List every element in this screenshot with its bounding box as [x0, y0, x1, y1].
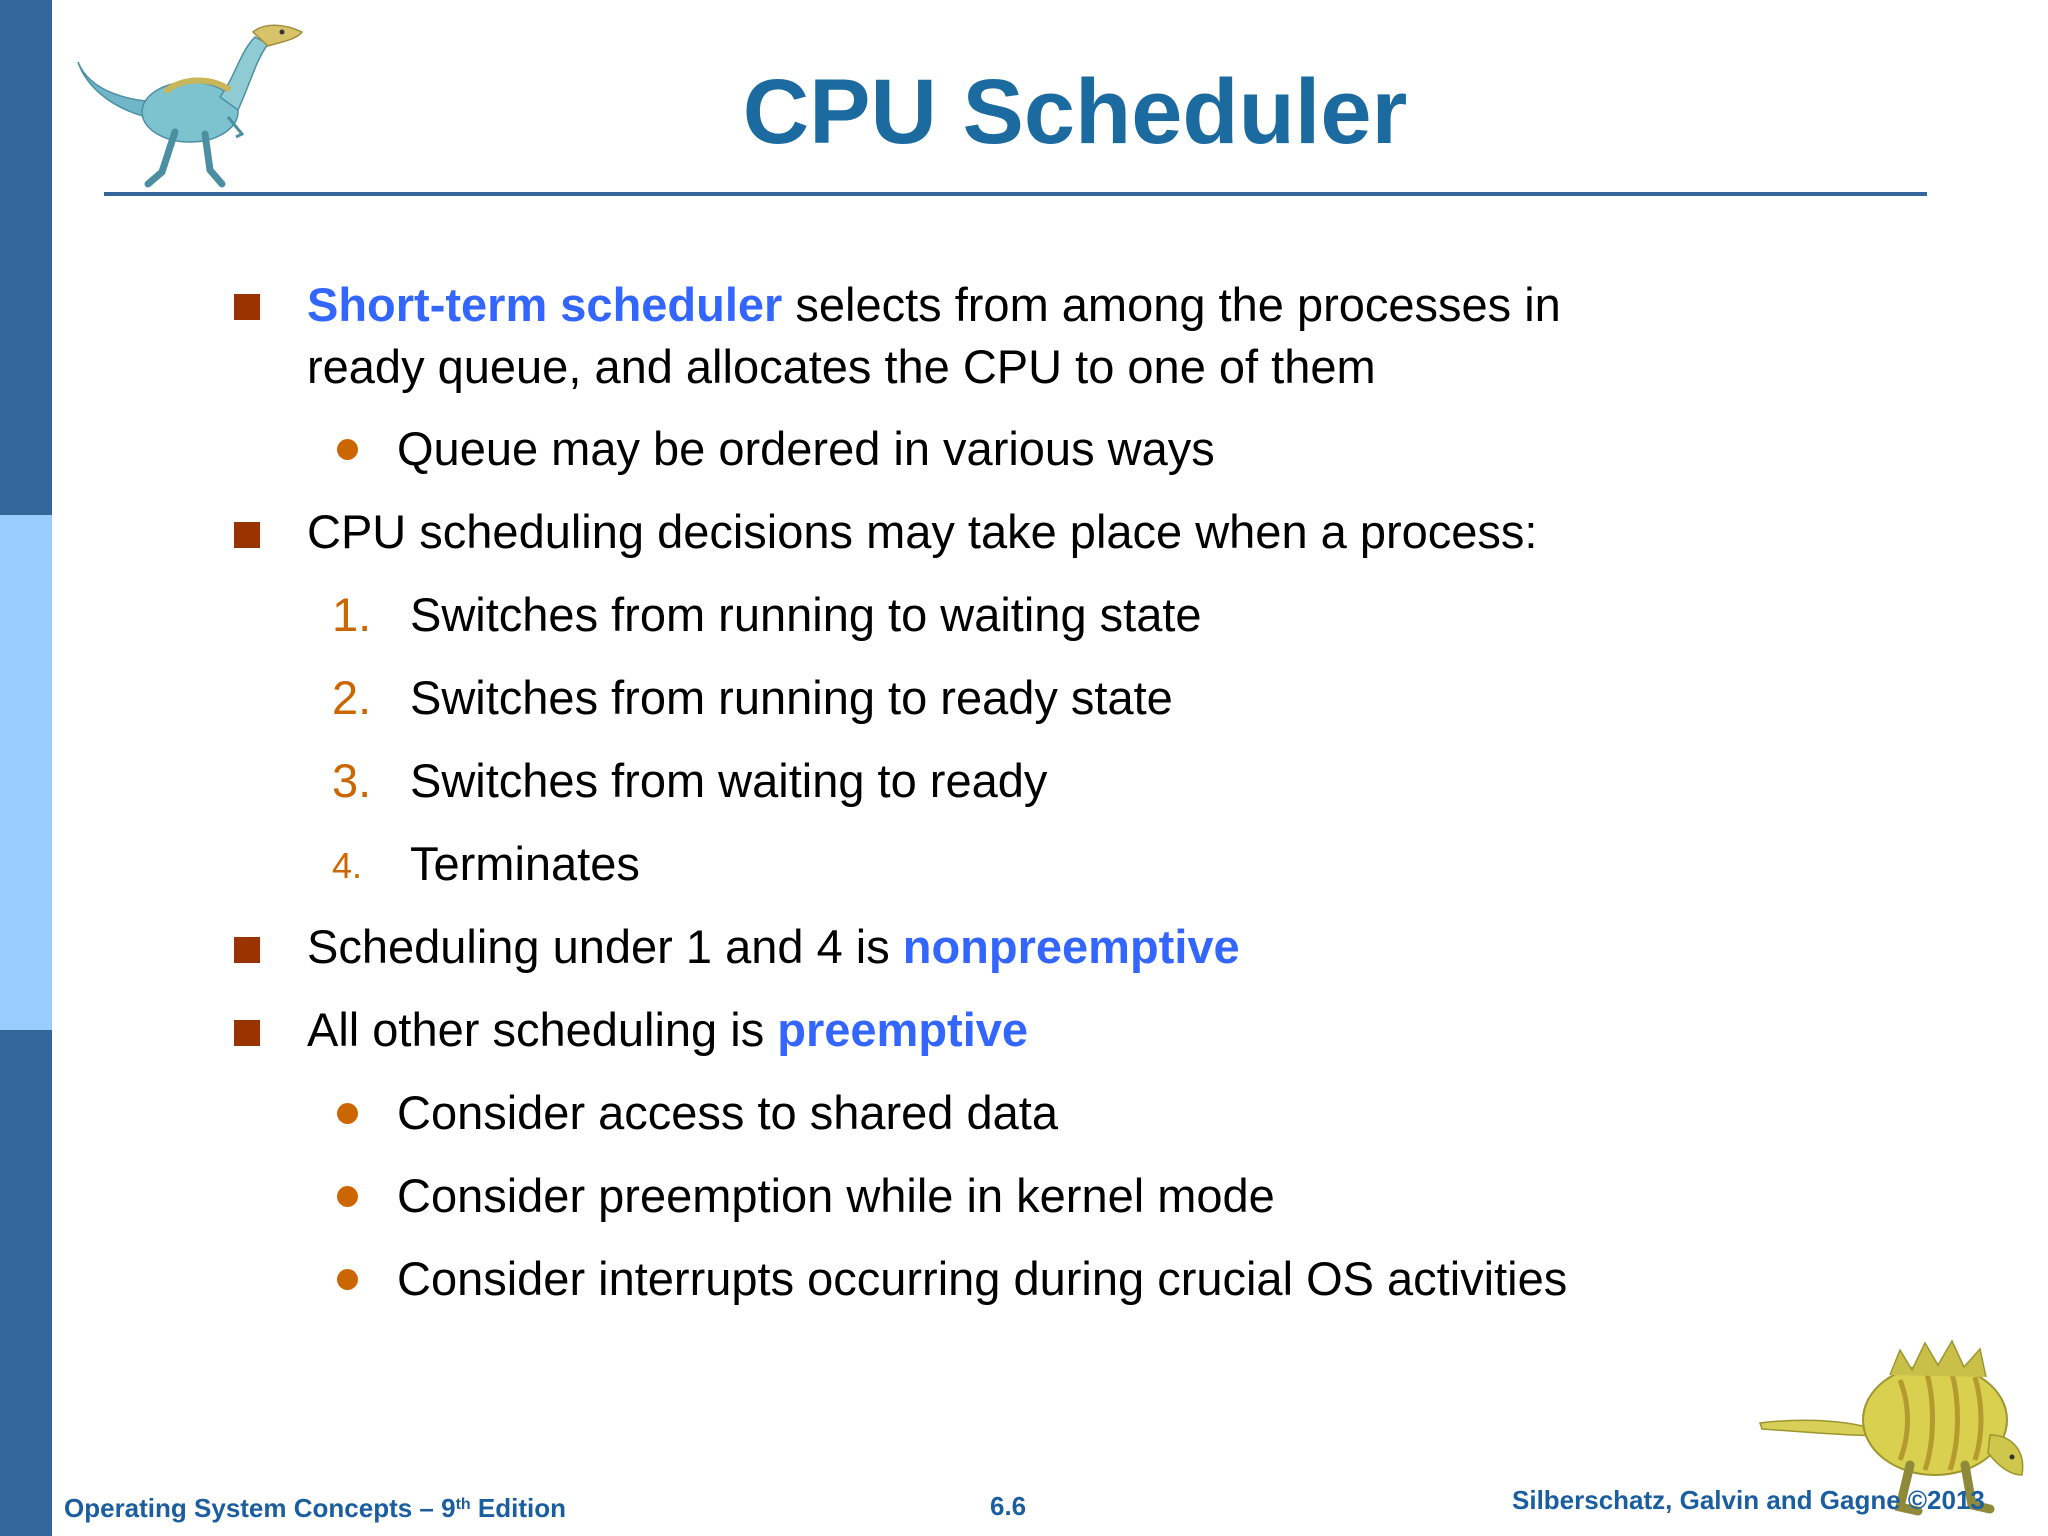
dot-bullet: [337, 1186, 358, 1207]
highlight-nonpreemptive: nonpreemptive: [902, 920, 1240, 973]
dot-bullet: [337, 1103, 358, 1124]
footer-edition-superscript: th: [455, 1496, 471, 1513]
square-bullet: [234, 294, 260, 320]
left-stripe: [0, 0, 52, 1536]
list-item-terminates: Terminates: [410, 837, 640, 890]
sub-bullet-queue-order: Queue may be ordered in various ways: [397, 422, 1215, 475]
highlight-preemptive: preemptive: [777, 1003, 1029, 1056]
footer-book-title: [64, 1492, 566, 1524]
bullet-nonpreemptive: [307, 919, 1240, 975]
footer-copyright: Silberschatz, Galvin and Gagne ©2013: [1512, 1485, 1985, 1515]
square-bullet: [234, 1020, 260, 1046]
bullet-text: selects from among the processes in: [782, 278, 1561, 331]
list-number: 4.: [332, 845, 363, 886]
bullet-text: All other scheduling is: [307, 1003, 778, 1056]
list-number: 3.: [332, 754, 372, 807]
list-item-running-to-waiting: Switches from running to waiting state: [410, 588, 1202, 641]
footer-book-title-suffix: Edition: [470, 1493, 566, 1523]
sub-bullet-shared-data: Consider access to shared data: [397, 1086, 1058, 1139]
square-bullet: [234, 937, 260, 963]
highlight-short-term-scheduler: Short-term scheduler: [307, 278, 783, 331]
bullet-short-term-scheduler: [307, 277, 1561, 333]
bullet-continuation: ready queue, and allocates the CPU to one of them: [307, 340, 1376, 393]
footer-page-number: 6.6: [990, 1491, 1027, 1521]
bullet-preemptive: [307, 1002, 1028, 1058]
title-underline: [104, 192, 1927, 196]
slide-title: CPU Scheduler: [742, 61, 1408, 163]
sub-bullet-kernel-mode: Consider preemption while in kernel mode: [397, 1169, 1275, 1222]
left-stripe-light-segment: [0, 515, 52, 1030]
bullet-text: Scheduling under 1 and 4 is: [307, 920, 903, 973]
list-number: 1.: [332, 588, 372, 641]
list-item-waiting-to-ready: Switches from waiting to ready: [410, 754, 1048, 807]
list-number: 2.: [332, 671, 372, 724]
bullet-scheduling-decisions: CPU scheduling decisions may take place when a process:: [307, 505, 1538, 558]
dot-bullet: [337, 439, 358, 460]
square-bullet: [234, 522, 260, 548]
list-item-running-to-ready: Switches from running to ready state: [410, 671, 1173, 724]
sub-bullet-interrupts: Consider interrupts occurring during crucial OS activities: [397, 1252, 1568, 1305]
dot-bullet: [337, 1269, 358, 1290]
footer-book-title-prefix: Operating System Concepts – 9: [64, 1493, 456, 1523]
